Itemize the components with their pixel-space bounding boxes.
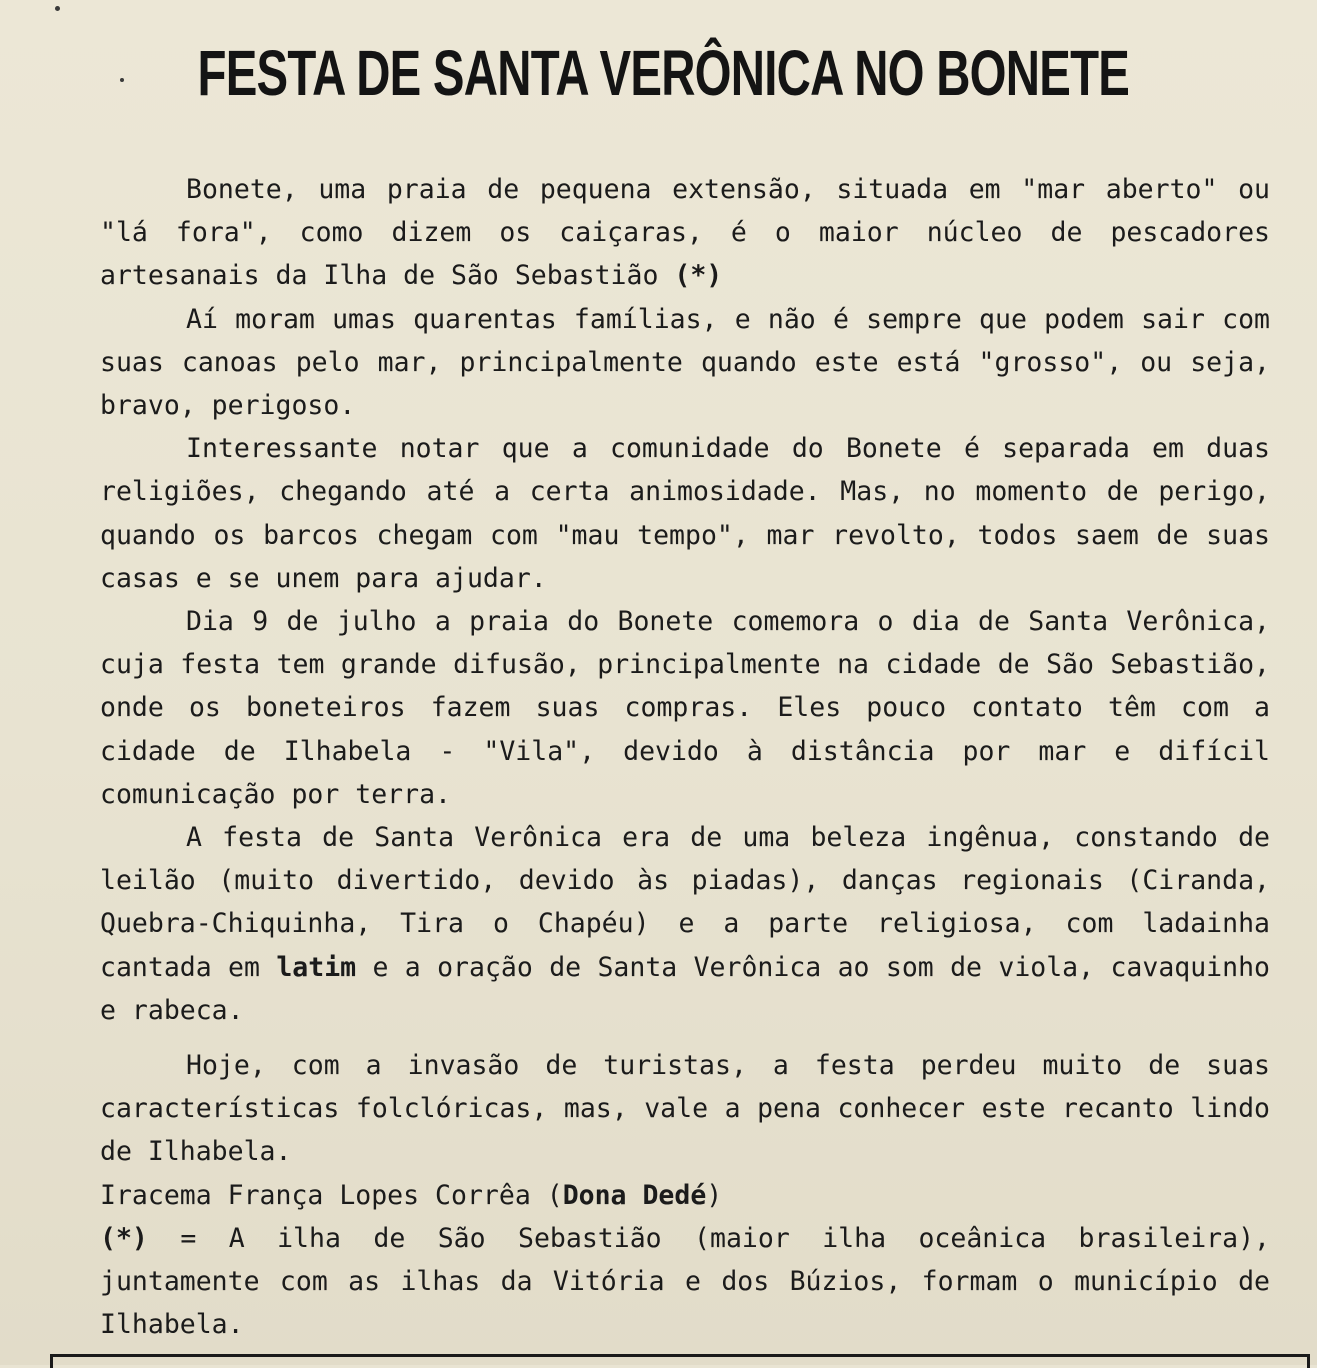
author-nickname: Dona Dedé — [562, 1179, 707, 1211]
signature — [100, 1174, 1270, 1217]
bottom-border-frame — [50, 1354, 1310, 1368]
footnote-marker: (*) — [674, 260, 723, 292]
emphasis-word: latim — [276, 951, 357, 983]
paragraph-text: Bonete, uma praia de pequena extensão, situada em "mar aberto" ou "lá fora", como dizem os caiçaras, é o maior núcleo de pescadores artesanais da Ilha de São Sebastião — [100, 174, 1270, 292]
article-body — [100, 168, 1270, 1346]
paragraph-2: Aí moram umas quarentas famílias, e não é sempre que podem sair com suas canoas pelo mar, principalmente quando este está "grosso", ou seja, bravo, perigoso. — [100, 303, 1270, 422]
paragraph-3: Interessante notar que a comunidade do Bonete é separada em duas religiões, chegando até a certa animosidade. Mas, no momento de perigo, quando os barcos chegam com "mau tempo", mar revolto, todos saem de suas casas e se unem para ajudar. — [100, 433, 1270, 594]
ink-speck — [120, 78, 124, 82]
page-title: FESTA DE SANTA VERÔNICA NO BONETE — [197, 37, 1130, 109]
footnote-text: = A ilha de São Sebastião (maior ilha oceânica brasileira), juntamente com as ilhas da Vitória e dos Búzios, formam o município de Ilhabela. — [100, 1222, 1270, 1341]
footnote-marker: (*) — [100, 1222, 148, 1254]
ink-speck — [55, 6, 60, 11]
paragraph-5 — [100, 816, 1270, 1032]
paragraph-1 — [100, 168, 1270, 298]
paragraph-6: Hoje, com a invasão de turistas, a festa perdeu muito de suas características folclóricas, mas, vale a pena conhecer este recanto lindo de Ilhabela. — [100, 1050, 1270, 1168]
signature-close: ) — [706, 1179, 723, 1211]
paragraph-4: Dia 9 de julho a praia do Bonete comemora o dia de Santa Verônica, cuja festa tem grande difusão, principalmente na cidade de São Sebastião, onde os boneteiros fazem suas compras. Eles pouco contato têm com a cidade de Ilhabela - "Vila", devido à distância por mar e difícil comunicação por terra. — [100, 606, 1270, 810]
author-name: Iracema França Lopes Corrêa ( — [100, 1179, 563, 1211]
paragraph-text: e a oração de Santa Verônica ao som de viola, cavaquinho e rabeca. — [100, 951, 1271, 1026]
footnote — [100, 1217, 1270, 1347]
paragraph-text: A festa de Santa Verônica era de uma beleza ingênua, constando de leilão (muito divertido, devido às piadas), danças regionais (Ciranda, Quebra-Chiquinha, Tira o Chapéu) e a parte religiosa, com ladainha cantada em — [100, 822, 1270, 983]
